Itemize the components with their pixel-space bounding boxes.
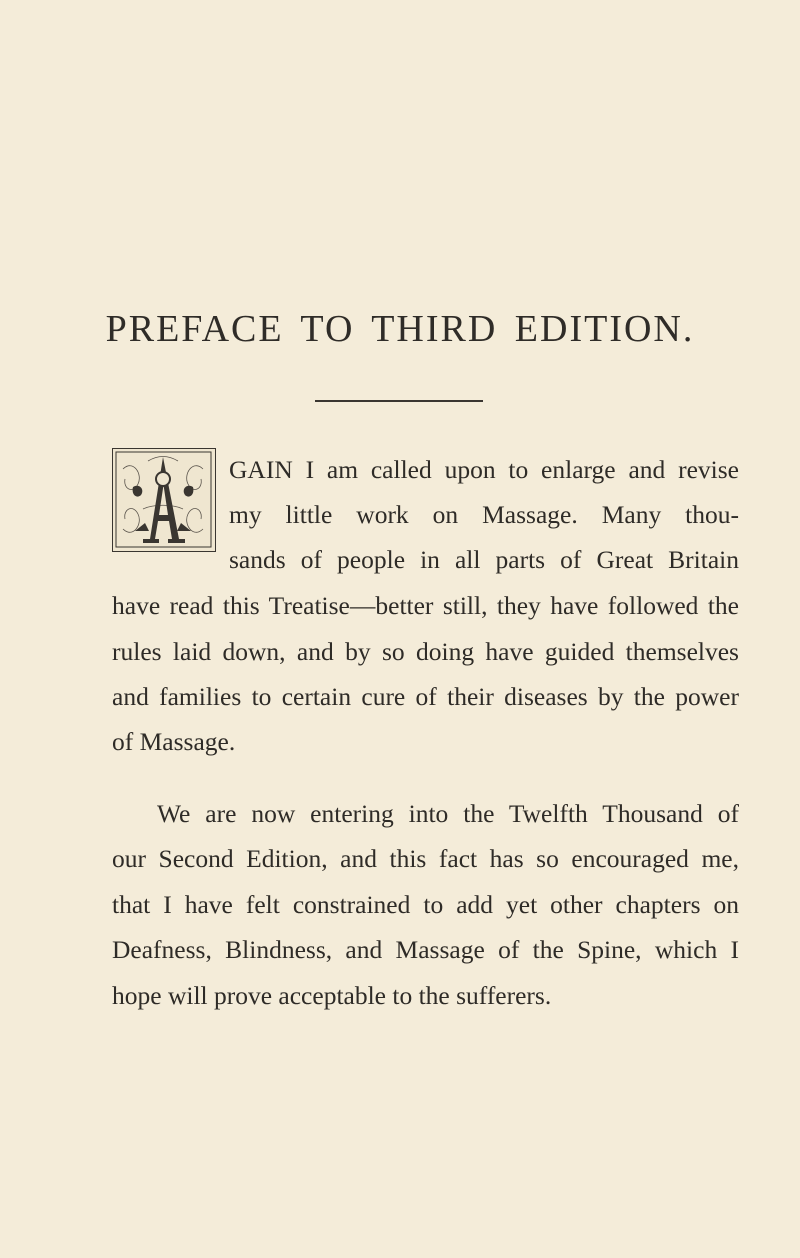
paragraph-2-line-1: We are now entering into the Twelfth Thousand of — [157, 799, 739, 828]
drop-cap-initial — [112, 448, 216, 552]
paragraph-2-line-3: that I have felt constrained to add yet other chapters on — [112, 890, 739, 919]
paragraph-2-line-2: our Second Edition, and this fact has so encouraged me, — [112, 844, 739, 873]
ornamental-letter-a-icon — [113, 449, 214, 550]
title-divider — [315, 400, 483, 402]
paragraph-1-line-5: rules laid down, and by so doing have guided themselves — [112, 637, 739, 666]
paragraph-2-line-5: hope will prove acceptable to the sufferers. — [112, 981, 552, 1010]
paragraph-1-line-2: my little work on Massage. Many thou- — [229, 500, 739, 529]
paragraph-1-line-6: and families to certain cure of their diseases by the power — [112, 682, 739, 711]
paragraph-1-line-7: of Massage. — [112, 727, 236, 756]
page-title: PREFACE TO THIRD EDITION. — [105, 308, 695, 350]
paragraph-1-line-3: sands of people in all parts of Great Britain — [229, 545, 739, 574]
paragraph-1-line-1: GAIN I am called upon to enlarge and revise — [229, 455, 739, 484]
paragraph-1-line-4: have read this Treatise—better still, they have followed the — [112, 591, 739, 620]
paragraph-2-line-4: Deafness, Blindness, and Massage of the Spine, which I — [112, 935, 739, 964]
